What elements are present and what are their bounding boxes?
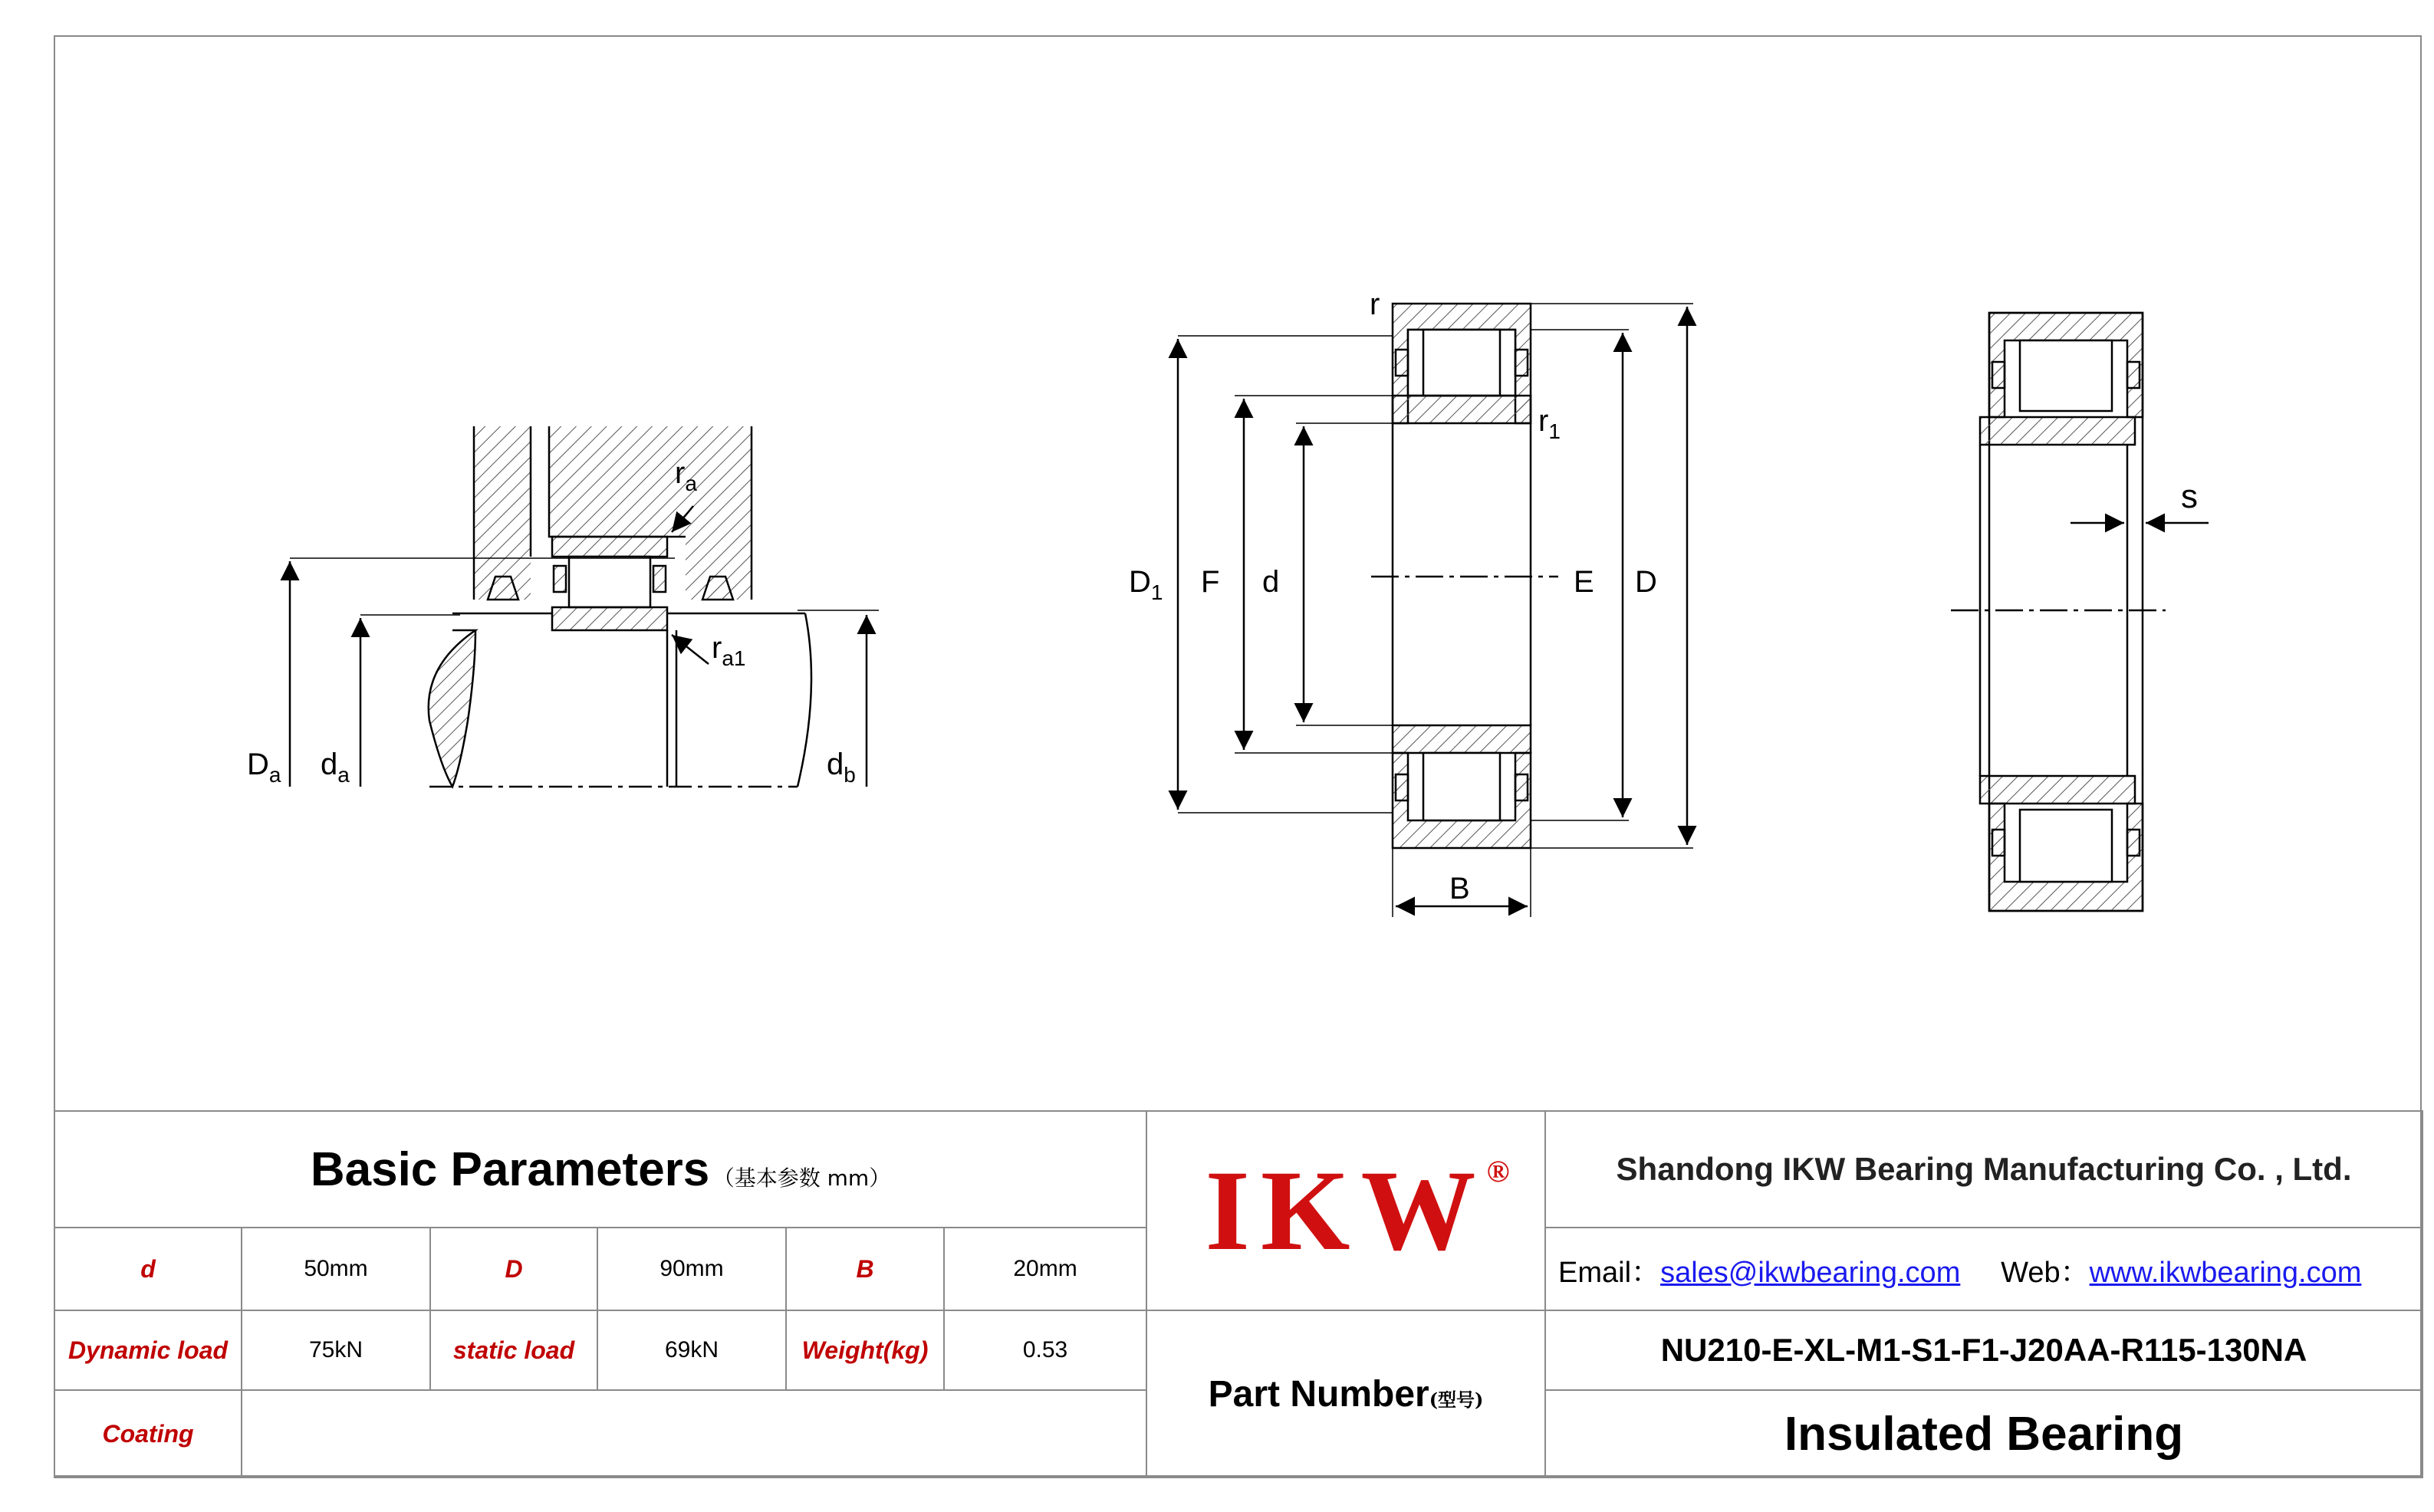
param-label-B: B	[786, 1228, 944, 1310]
label-Da: $D_a$	[247, 748, 281, 787]
web-label: Web：	[2001, 1256, 2090, 1289]
basic-parameters-title: Basic Parameters	[310, 1142, 710, 1196]
contact-cell	[1545, 1228, 2422, 1310]
param-label-static-load: static load	[430, 1310, 597, 1390]
param-value-dynamic-load: 75kN	[242, 1310, 430, 1390]
param-value-coating	[242, 1390, 1146, 1477]
part-number-label: Part Number	[1208, 1373, 1429, 1415]
web-link[interactable]: www.ikwbearing.com	[2089, 1256, 2362, 1289]
part-number-cell	[1545, 1310, 2422, 1390]
email-label: Email：	[1558, 1256, 1661, 1289]
part-name: Insulated Bearing	[1784, 1407, 2184, 1461]
label-D1: $D_1$	[1129, 565, 1163, 604]
label-E: E	[1574, 565, 1594, 599]
company-name: Shandong IKW Bearing Manufacturing Co. , Ltd.	[1616, 1151, 2352, 1187]
label-d: d	[1262, 565, 1280, 599]
basic-parameters-subtitle: （基本参数 mm）	[712, 1165, 891, 1191]
part-number-label-cell	[1146, 1310, 1545, 1477]
label-db: $d_b$	[827, 748, 856, 787]
param-value-D: 90mm	[597, 1228, 786, 1310]
param-value-B: 20mm	[944, 1228, 1146, 1310]
title-block	[54, 1110, 2423, 1478]
label-F: F	[1201, 565, 1220, 599]
label-da: $d_a$	[321, 748, 350, 787]
label-ra: $r_a$	[675, 456, 697, 495]
label-r: r	[1370, 288, 1380, 321]
label-r1: $r_1$	[1538, 404, 1561, 443]
param-label-D: D	[430, 1228, 597, 1310]
insulated-view	[1951, 313, 2209, 911]
param-value-weight: 0.53	[944, 1310, 1146, 1390]
company-cell	[1545, 1111, 2422, 1228]
mounting-view	[290, 426, 879, 787]
part-number-label-sub: (型号)	[1429, 1388, 1484, 1411]
part-number-value: NU210-E-XL-M1-S1-F1-J20AA-R115-130NA	[1660, 1332, 2307, 1368]
param-label-weight: Weight(kg)	[786, 1310, 944, 1390]
param-value-d: 50mm	[242, 1228, 430, 1310]
param-value-static-load: 69kN	[597, 1310, 786, 1390]
basic-parameters-header	[54, 1111, 1146, 1228]
logo-cell	[1146, 1111, 1545, 1310]
label-ra1: $r_{a1}$	[712, 631, 746, 670]
email-link[interactable]: sales@ikwbearing.com	[1660, 1256, 1961, 1289]
ikw-logo: IKW ®	[1205, 1147, 1510, 1274]
label-D: D	[1635, 565, 1657, 599]
param-label-d: d	[54, 1228, 242, 1310]
label-s: s	[2181, 478, 2198, 515]
label-B: B	[1449, 872, 1470, 906]
part-name-cell	[1545, 1390, 2422, 1477]
param-label-dynamic-load: Dynamic load	[54, 1310, 242, 1390]
param-label-coating: Coating	[54, 1390, 242, 1477]
section-view	[1178, 304, 1693, 917]
